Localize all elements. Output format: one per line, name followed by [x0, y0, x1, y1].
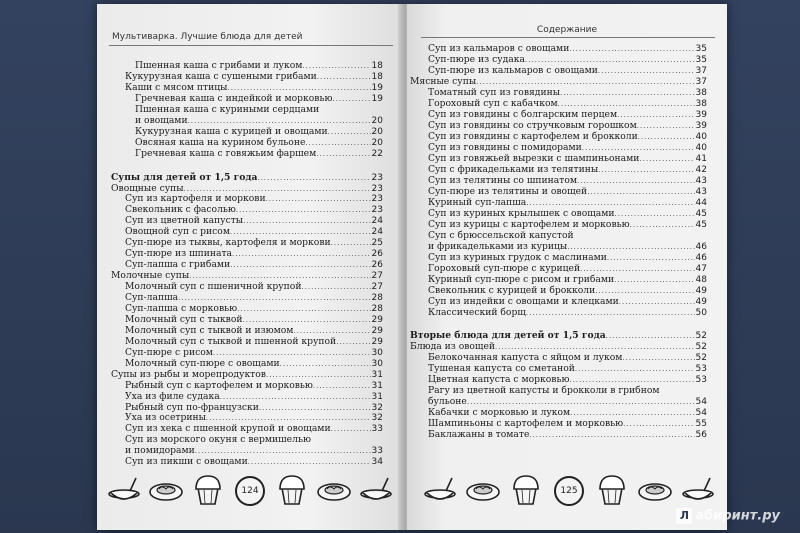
toc-entry — [135, 148, 383, 160]
toc-entry — [428, 230, 707, 241]
toc-entry-title: Суп-лапша — [125, 292, 179, 303]
toc-entry-page: 39 — [695, 121, 707, 131]
toc-entry-title: Суп-лапша с грибами — [125, 259, 231, 271]
toc-entry — [428, 307, 707, 319]
toc-entry-title: Цветная капуста с морковью — [428, 374, 570, 385]
toc-entry-page: 37 — [695, 77, 707, 87]
toc-entry-title: Куриный суп-пюре с рисом и грибами — [428, 274, 615, 285]
toc-entry-title: и фрикадельками из курицы — [428, 241, 568, 252]
toc-entry-page: 29 — [371, 336, 383, 347]
header-rule — [109, 45, 393, 46]
toc-entry-page: 31 — [371, 391, 383, 402]
toc-entry-title: Суп из индейки с овощами и клецками — [428, 296, 619, 307]
toc-entry-page: 20 — [371, 137, 383, 148]
toc-entry-title: Классический борщ — [428, 307, 526, 318]
toc-entry-page: 23 — [371, 183, 383, 194]
toc-entry-page: 56 — [695, 430, 707, 440]
bowl-icon — [422, 472, 458, 510]
toc-entry — [125, 456, 383, 468]
toc-entry-page: 46 — [695, 242, 707, 252]
toc-entry-page: 19 — [371, 82, 383, 93]
toc-entry-title: Суп из куриных грудок с маслинами — [428, 252, 607, 263]
toc-entry-title: Рыбный суп с картофелем и морковью — [125, 379, 313, 391]
toc-entry-page: 30 — [371, 347, 383, 358]
toc-entry-title: Молочные супы — [111, 270, 190, 282]
toc-entry-title: Суп-пюре из судака — [428, 54, 525, 65]
toc-entry-page: 33 — [371, 424, 383, 435]
toc-entry-page: 27 — [371, 282, 383, 293]
toc-entry-title: Свекольник с фасолью — [125, 204, 236, 216]
toc-entry-title: Овощные супы — [111, 182, 184, 194]
toc-entry-page: 28 — [371, 293, 383, 303]
toc-entry-title: Суп из пикши с овощами — [125, 456, 248, 468]
toc-entry-title: Молочный суп с пшеничной крупой — [125, 281, 302, 293]
toc-entry-title: Мясные супы — [410, 76, 477, 87]
toc-entry-title: Овсяная каша на курином бульоне — [135, 136, 306, 148]
toc-entry-page: 52 — [695, 331, 707, 341]
toc-entry-page: 29 — [371, 325, 383, 336]
toc-entry-title: Суп из говяжьей вырезки с шампиньонами — [428, 153, 640, 164]
toc-entry-title: Гороховый суп с кабачком — [428, 98, 558, 109]
toc-entry-page: 45 — [695, 209, 707, 219]
toc-entry-page: 49 — [695, 297, 707, 307]
toc-entry-page: 30 — [371, 358, 383, 369]
toc-leader-dots — [248, 457, 371, 468]
toc-entry-title: Свекольник с курицей и брокколи — [428, 285, 596, 296]
toc-entry-title: Супы из рыбы и морепродуктов — [111, 368, 266, 380]
toc-entry-page: 29 — [371, 314, 383, 325]
toc-entry-page: 26 — [371, 249, 383, 260]
toc-entry-page: 43 — [695, 176, 707, 186]
toc-entry-title: Суп из курицы с картофелем и морковью — [428, 219, 630, 230]
toc-entry-title: Суп из телятины со шпинатом — [428, 175, 577, 186]
toc-entry-title: Молочный суп-пюре с овощами — [125, 357, 280, 369]
toc-entry-title: Суп из говядины со стручковым горошком — [428, 120, 637, 131]
toc-entry-title: Пшенная каша с куриными сердцами — [135, 103, 320, 115]
toc-entry-title: Томатный суп из говядины — [428, 87, 561, 98]
toc-entry-page: 45 — [695, 220, 707, 230]
toc-entry-title: Суп из морского окуня с вермишелью — [125, 434, 311, 446]
toc-entry-title: Суп из хека с пшенной крупой и овощами — [125, 423, 331, 435]
toc-entry-page: 33 — [371, 446, 383, 457]
toc-entry-page: 40 — [695, 143, 707, 153]
toc-leader-dots — [526, 308, 695, 319]
toc-entry-page: 47 — [695, 264, 707, 274]
bowl-icon — [680, 472, 716, 510]
toc-entry-title: Пшенная каша с грибами и луком — [135, 60, 303, 71]
toc-entry-title: Кабачки с морковью и луком — [428, 407, 571, 418]
toc-entry-page: 35 — [695, 55, 707, 65]
toc-entry-title: Гороховый суп-пюре с курицей — [428, 263, 581, 274]
plate-icon — [148, 472, 184, 510]
cupcake-icon — [190, 472, 226, 510]
bowl-icon — [358, 472, 394, 510]
toc-entry-page: 49 — [695, 286, 707, 296]
toc-entry-title: Блюда из овощей — [410, 341, 496, 352]
toc-leader-dots — [316, 149, 370, 160]
toc-entry-page: 50 — [695, 308, 707, 318]
toc-entry-title: Белокочанная капуста с яйцом и луком — [428, 352, 623, 363]
toc-entry-page: 20 — [371, 115, 383, 126]
plate-icon — [637, 472, 673, 510]
toc-entry-page: 39 — [695, 110, 707, 120]
toc-entry-title: Супы для детей от 1,5 года — [111, 171, 258, 183]
open-book — [97, 4, 727, 530]
toc-entry-page: 38 — [695, 99, 707, 109]
cupcake-icon — [274, 472, 310, 510]
toc-entry-page: 38 — [695, 88, 707, 98]
toc-entry-title: Овощной суп с рисом — [125, 226, 230, 238]
toc-entry-title: бульоне — [428, 396, 467, 407]
toc-entry-page: 28 — [371, 303, 383, 314]
toc-entry-title: Суп-пюре из кальмаров с овощами — [428, 65, 598, 76]
toc-entry-page: 40 — [695, 132, 707, 142]
cupcake-icon — [594, 472, 630, 510]
toc-entry-title: Суп из куриных крылышек с овощами — [428, 208, 615, 219]
watermark — [676, 508, 780, 524]
toc-entry-page: 53 — [695, 375, 707, 385]
toc-entry-title: Суп из говядины с болгарским перцем — [428, 109, 618, 120]
toc-entry-title: Гречневая каша с говяжьим фаршем — [135, 147, 317, 159]
toc-entry-title: Суп-пюре из шпината — [125, 248, 233, 260]
toc-entry-title: Суп-лапша с морковью — [125, 302, 238, 314]
toc-entry-page: 34 — [371, 457, 383, 468]
plate-icon — [465, 472, 501, 510]
toc-entry-page: 26 — [371, 260, 383, 271]
page-number: 125 — [554, 476, 584, 506]
toc-entry-title: Куриный суп-лапша — [428, 197, 527, 208]
toc-entry-title: Уха из филе судака — [125, 390, 220, 402]
footer-ornaments — [419, 470, 719, 510]
toc-entry-page: 54 — [695, 408, 707, 418]
toc-entry-page: 37 — [695, 66, 707, 76]
labirint-logo-icon: Л — [676, 508, 692, 524]
toc-entry-title: Уха из осетрины — [125, 412, 206, 424]
toc-entry-title: Суп с фрикадельками из телятины — [428, 164, 599, 175]
toc-entry-page: 44 — [695, 198, 707, 208]
toc-entry-title: Кукурузная каша с курицей и овощами — [135, 125, 328, 137]
toc-entry-page: 52 — [695, 342, 707, 352]
toc-entry-title: Рагу из цветной капусты и брокколи в грибном — [428, 385, 660, 396]
bowl-icon — [106, 472, 142, 510]
toc-entry-page: 31 — [371, 380, 383, 391]
toc-entry-title: Молочный суп с тыквой и изюмом — [125, 324, 294, 336]
toc-entry-title: Вторые блюда для детей от 1,5 года — [410, 330, 606, 341]
toc-entry-page: 19 — [371, 93, 383, 104]
toc-entry — [135, 104, 383, 115]
toc-entry-page: 23 — [371, 172, 383, 183]
left-page — [97, 4, 402, 530]
running-head: Мультиварка. Лучшие блюда для детей — [112, 32, 303, 42]
cupcake-icon — [508, 472, 544, 510]
toc-entry — [428, 429, 707, 441]
toc-entry-page: 32 — [371, 413, 383, 424]
toc-entry-title: Суп с брюссельской капустой — [428, 230, 574, 241]
toc-entry-title: Молочный суп с тыквой и пшенной крупой — [125, 335, 337, 347]
toc-entry-title: Кукурузная каша с сушеными грибами — [125, 70, 317, 82]
toc-entry-page: 18 — [371, 61, 383, 71]
toc-entry-title: Суп из говядины с помидорами — [428, 142, 582, 153]
toc-entry — [125, 434, 383, 445]
toc-entry-page: 20 — [371, 126, 383, 137]
toc-entry-page: 24 — [371, 216, 383, 227]
toc-entry-page: 41 — [695, 154, 707, 164]
toc-leader-dots — [529, 430, 694, 441]
toc-entry-title: Гречневая каша с индейкой и морковью — [135, 92, 333, 104]
plate-icon — [316, 472, 352, 510]
toc-entry-page: 25 — [371, 238, 383, 249]
toc-entry-page: 53 — [695, 364, 707, 374]
toc-entry-title: Баклажаны в томате — [428, 429, 530, 440]
toc-entry-page: 27 — [371, 271, 383, 282]
toc-entry-page: 18 — [371, 71, 383, 82]
right-page — [407, 4, 727, 530]
toc-entry-title: Суп из кальмаров с овощами — [428, 43, 570, 54]
toc-entry-title: Молочный суп с тыквой — [125, 313, 243, 325]
toc-entry-page: 52 — [695, 353, 707, 363]
toc-entry-page: 35 — [695, 44, 707, 54]
toc-entry — [428, 385, 707, 396]
toc-entry-title: Суп из картофеля и моркови — [125, 193, 266, 205]
toc-entry-page: 23 — [371, 194, 383, 205]
toc-entry-title: Каши с мясом птицы — [125, 81, 228, 93]
toc-entry-title: и помидорами — [125, 445, 195, 457]
header-rule — [421, 37, 715, 38]
toc-entry-page: 24 — [371, 227, 383, 238]
toc-entry-title: Суп-пюре из тыквы, картофеля и моркови — [125, 237, 331, 249]
toc-entry-page: 23 — [371, 205, 383, 216]
toc-entry-title: Шампиньоны с картофелем и морковью — [428, 418, 624, 429]
toc-entry-page: 31 — [371, 369, 383, 380]
toc-entry-title: Тушеная капуста со сметаной — [428, 363, 575, 374]
toc-entry-title: Суп из говядины с картофелем и брокколи — [428, 131, 638, 142]
toc-entry-page: 46 — [695, 253, 707, 263]
toc-entry-page: 32 — [371, 402, 383, 413]
toc-entry-title: и овощами — [135, 114, 188, 126]
toc-entry-page: 48 — [695, 275, 707, 285]
toc-entry-page: 43 — [695, 187, 707, 197]
footer-ornaments — [103, 470, 397, 510]
toc-entry-title: Суп-пюре из телятины и овощей — [428, 186, 588, 197]
toc-entry-page: 55 — [695, 419, 707, 429]
toc-entry-title: Рыбный суп по-французски — [125, 401, 259, 413]
toc-entry-page: 42 — [695, 165, 707, 175]
toc-entry-page: 22 — [371, 148, 383, 159]
watermark-text: абиринт.ру — [695, 508, 780, 524]
toc-entry-page: 54 — [695, 397, 707, 407]
page-number: 124 — [235, 476, 265, 506]
toc-entry-title: Суп-пюре с рисом — [125, 346, 213, 358]
toc-entry-title: Суп из цветной капусты — [125, 215, 244, 227]
running-head: Содержание — [536, 25, 598, 35]
